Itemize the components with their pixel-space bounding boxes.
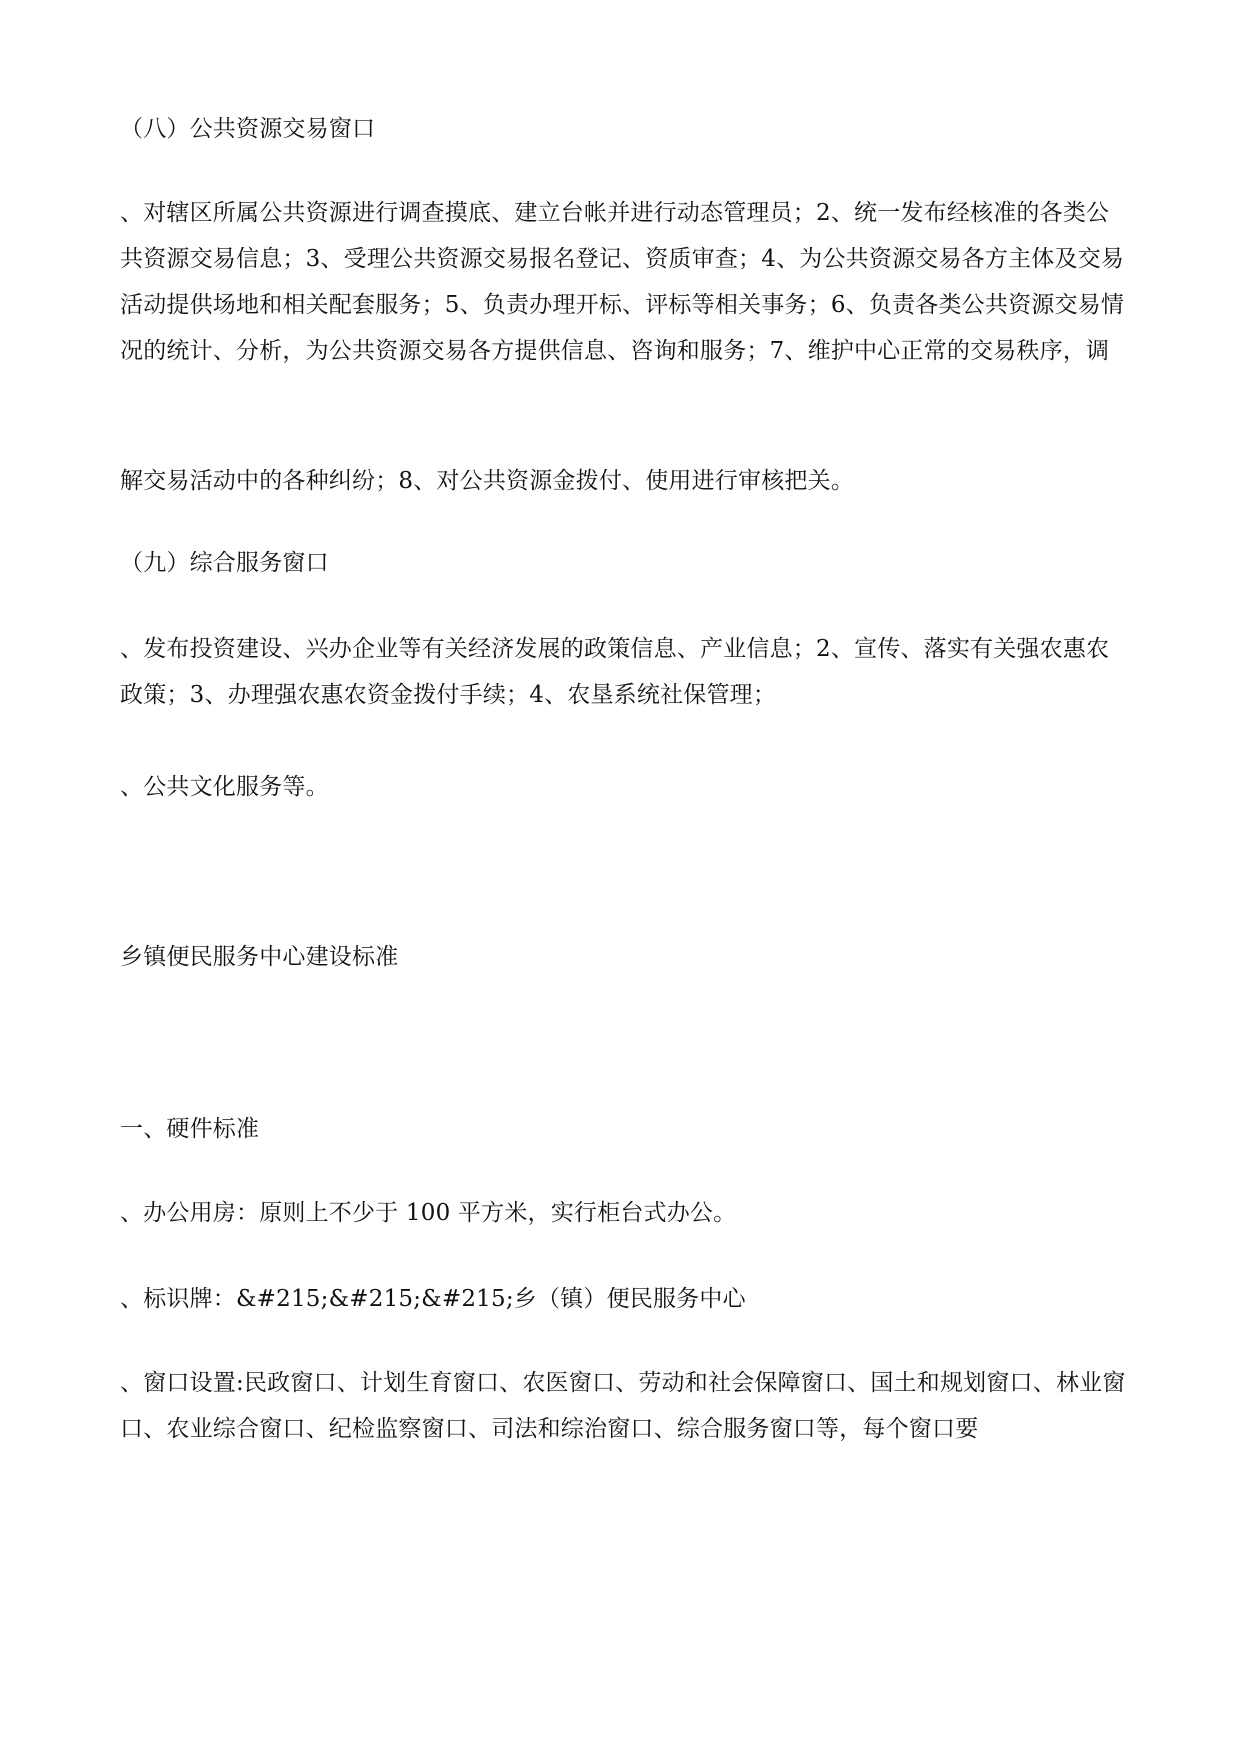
section-heading-hardware-standard: 一、硬件标准	[120, 1116, 260, 1142]
paragraph-office-space: 、办公用房：原则上不少于 100 平方米，实行柜台式办公。	[120, 1200, 737, 1226]
paragraph-public-culture-service: 、公共文化服务等。	[120, 774, 329, 800]
section-heading-public-resource-window: （八）公共资源交易窗口	[120, 116, 376, 142]
section-heading-comprehensive-service-window: （九）综合服务窗口	[120, 550, 329, 576]
paragraph-comprehensive-service-duties: 、发布投资建设、兴办企业等有关经济发展的政策信息、产业信息；2、宣传、落实有关强农惠农政策；3、办理强农惠农资金拨付手续；4、农垦系统社保管理；	[120, 636, 1110, 708]
paragraph-signboard: 、标识牌：&#215;&#215;&#215;乡（镇）便民服务中心	[120, 1286, 746, 1312]
paragraph-window-setup: 、窗口设置:民政窗口、计划生育窗口、农医窗口、劳动和社会保障窗口、国土和规划窗口、林业窗口、农业综合窗口、纪检监察窗口、司法和综治窗口、综合服务窗口等，每个窗口要	[120, 1370, 1126, 1442]
document-title-construction-standard: 乡镇便民服务中心建设标准	[120, 944, 399, 970]
paragraph-public-resource-duties: 、对辖区所属公共资源进行调查摸底、建立台帐并进行动态管理员；2、统一发布经核准的各类公共资源交易信息；3、受理公共资源交易报名登记、资质审查；4、为公共资源交易各方主体及交易活动提供场地和相关配套服务；5、负责办理开标、评标等相关事务；6、负责各类公共资源交易情况的统计、分析，为公共资源交易各方提供信息、咨询和服务；7、维护中心正常的交易秩序，调	[120, 200, 1125, 364]
paragraph-dispute-resolution: 解交易活动中的各种纠纷；8、对公共资源金拨付、使用进行审核把关。	[120, 468, 855, 494]
